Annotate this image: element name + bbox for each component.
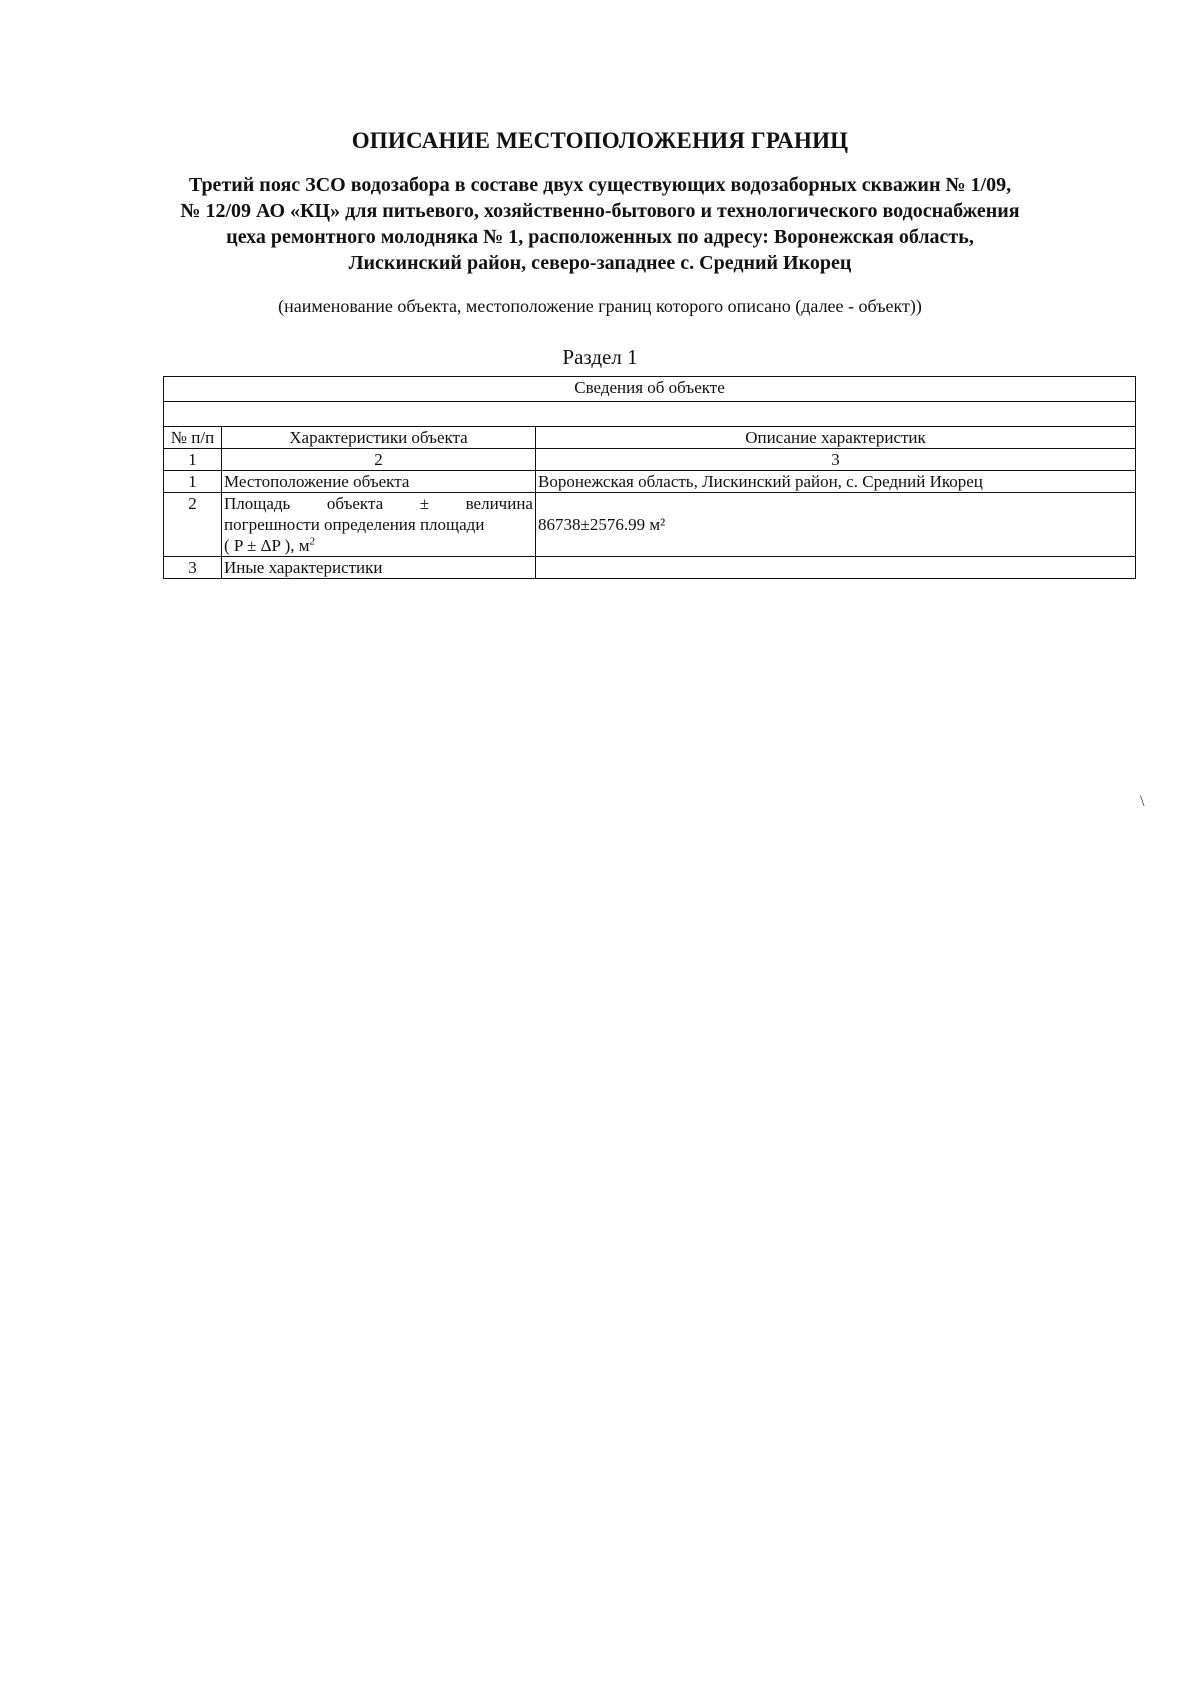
characteristic-word: Площадь: [224, 494, 291, 513]
characteristic-superscript: 2: [309, 535, 315, 548]
column-header-description: Описание характеристик: [536, 427, 1136, 449]
table-empty-row: [164, 402, 1136, 427]
table-empty-cell: [164, 402, 1136, 427]
table-header-row: [164, 377, 1136, 402]
row-number: 3: [164, 557, 222, 579]
row-description: Воронежская область, Лискинский район, с. Средний Икорец: [536, 471, 1136, 493]
column-header-characteristic: Характеристики объекта: [222, 427, 536, 449]
characteristic-word: величина: [465, 494, 533, 513]
stray-mark: \: [1140, 793, 1145, 810]
characteristic-formula: ( P ± ΔP ), м: [224, 536, 310, 555]
characteristic-line: [224, 493, 533, 514]
characteristic-word: ±: [419, 494, 430, 513]
table-column-numbers: [164, 449, 1136, 471]
object-caption: (наименование объекта, местоположение границ которого описано (далее - объект)): [278, 296, 922, 316]
row-characteristic: Местоположение объекта: [222, 471, 536, 493]
object-name-line: цеха ремонтного молодняка № 1, расположенных по адресу: Воронежская область,: [226, 226, 974, 248]
row-characteristic: [222, 493, 536, 557]
row-description: [536, 557, 1136, 579]
object-name: [150, 172, 1050, 276]
row-number: 2: [164, 493, 222, 557]
characteristic-line: [224, 535, 533, 556]
table-column-headers: [164, 427, 1136, 449]
column-number: 1: [164, 449, 222, 471]
characteristic-word: объекта: [326, 494, 384, 513]
table-row: [164, 493, 1136, 557]
characteristic-line: погрешности определения площади: [224, 515, 485, 534]
row-number: 1: [164, 471, 222, 493]
object-name-line: № 12/09 АО «КЦ» для питьевого, хозяйственно-бытового и технологического водоснабжения: [180, 200, 1020, 222]
row-description: 86738±2576.99 м²: [536, 493, 1136, 557]
table-row: [164, 471, 1136, 493]
column-header-num: № п/п: [164, 427, 222, 449]
object-name-line: Лискинский район, северо-западнее с. Средний Икорец: [348, 252, 852, 274]
table-header: Сведения об объекте: [164, 377, 1136, 402]
document-title: ОПИСАНИЕ МЕСТОПОЛОЖЕНИЯ ГРАНИЦ: [351, 128, 849, 153]
column-number: 2: [222, 449, 536, 471]
column-number: 3: [536, 449, 1136, 471]
object-name-line: Третий пояс ЗСО водозабора в составе двух существующих водозаборных скважин № 1/09,: [188, 174, 1012, 196]
section-label: Раздел 1: [562, 345, 638, 369]
row-characteristic: Иные характеристики: [222, 557, 536, 579]
table-row: [164, 557, 1136, 579]
object-info-table: [163, 376, 1136, 579]
